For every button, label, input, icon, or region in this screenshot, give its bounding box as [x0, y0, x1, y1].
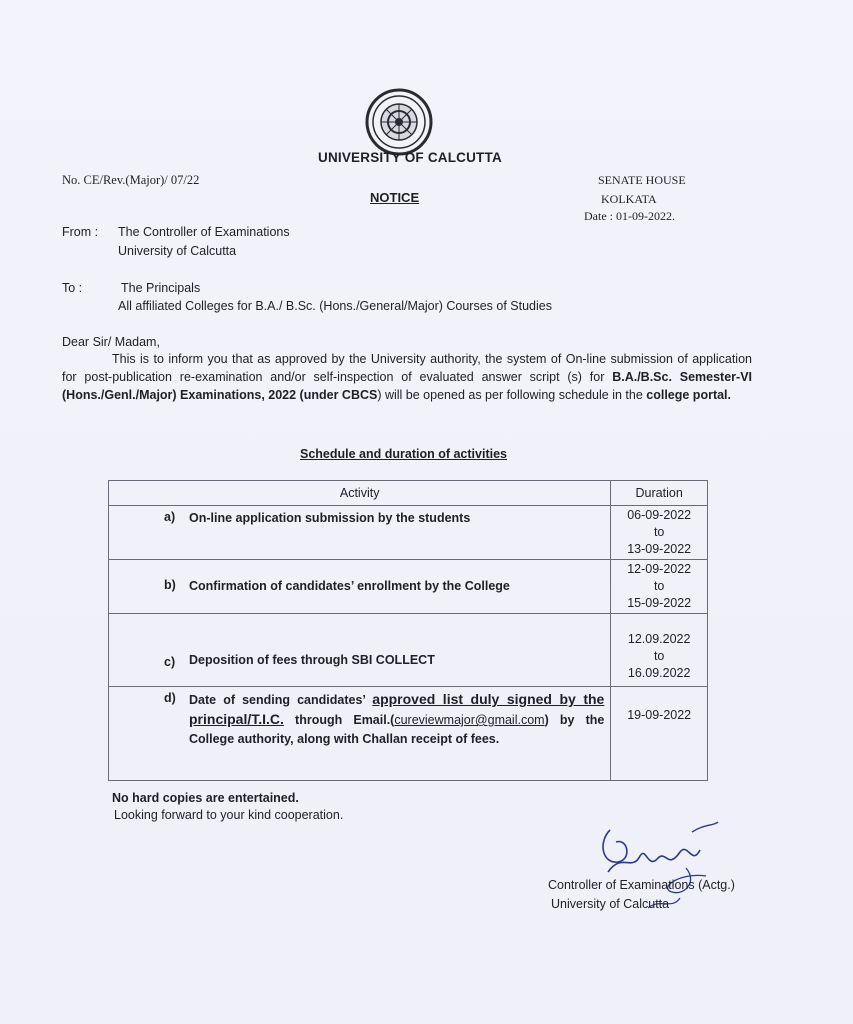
para-bold-1: B.A./B.Sc. Semester-VI (Hons./Genl./Major) Examinations, 2022 (under CBCS [62, 370, 753, 402]
duration-cell [611, 687, 708, 781]
activity-cell [109, 560, 611, 614]
duration-from: 06-09-2022 [627, 508, 692, 522]
body-paragraph [62, 350, 752, 404]
activity-text [189, 690, 610, 749]
activity-cell [109, 506, 611, 560]
notice-date: Date : 01-09-2022. [584, 209, 675, 223]
duration-from: 12-09-2022 [627, 562, 692, 576]
signatory-title: Controller of Examinations (Actg.) [548, 878, 735, 892]
table-row [109, 687, 708, 781]
duration-until: 15-09-2022 [627, 596, 692, 610]
notice-heading: NOTICE [370, 190, 420, 205]
row-letter: d) [164, 691, 176, 705]
table-header-row [109, 481, 708, 506]
activity-text: Confirmation of candidates’ enrollment by the College [189, 579, 510, 593]
to-line-2: All affiliated Colleges for B.A./ B.Sc. (Hons./General/Major) Courses of Studies [118, 299, 552, 313]
schedule-table [108, 480, 708, 781]
activity-cell [109, 614, 611, 687]
from-line-2: University of Calcutta [118, 244, 237, 258]
duration-to: to [653, 649, 665, 663]
duration-cell [611, 560, 708, 614]
header-activity: Activity [109, 481, 611, 506]
reference-number: No. CE/Rev.(Major)/ 07/22 [62, 173, 200, 187]
row-d-underlined: approved list duly signed by the principal/T.I.C. [189, 691, 605, 727]
duration-cell [611, 506, 708, 560]
duration-cell [611, 614, 708, 687]
row-letter: a) [164, 510, 176, 524]
salutation: Dear Sir/ Madam, [62, 335, 160, 349]
closing-line: Looking forward to your kind cooperation. [114, 808, 344, 822]
row-d-text-1: Date of sending candidates’ [189, 693, 373, 707]
header-duration: Duration [611, 481, 708, 506]
activity-cell [109, 687, 611, 781]
to-line-1: The Principals [121, 281, 201, 295]
table-row [109, 614, 708, 687]
duration-until: 16.09.2022 [627, 666, 691, 680]
table-row [109, 506, 708, 560]
from-line-1: The Controller of Examinations [118, 225, 290, 239]
no-hard-copies: No hard copies are entertained. [112, 791, 299, 805]
para-text-1: This is to inform you that as approved by the University authority, the system of On-line submission of application for post-publication re-examination and/or self-inspection of evaluated answer script (s) for [62, 352, 752, 384]
activity-text: Deposition of fees through SBI COLLECT [189, 653, 435, 667]
row-letter: c) [164, 655, 176, 669]
university-seal-icon [365, 88, 433, 156]
from-label: From : [62, 225, 99, 239]
to-label: To : [62, 281, 83, 295]
table-row [109, 560, 708, 614]
row-letter: b) [164, 578, 176, 592]
duration-to: to [653, 579, 665, 593]
activity-text: On-line application submission by the students [189, 511, 471, 525]
senate-house: SENATE HOUSE [598, 173, 686, 187]
university-name: UNIVERSITY OF CALCUTTA [318, 150, 502, 165]
row-d-text-3: ) by the College authority, along with Challan receipt of fees. [189, 713, 605, 746]
email-link[interactable]: cureviewmajor@gmail.com [394, 713, 545, 727]
duration-from: 12.09.2022 [627, 632, 691, 646]
city: KOLKATA [601, 192, 657, 206]
signatory-org: University of Calcutta [551, 897, 670, 911]
para-bold-2: college portal. [646, 388, 732, 402]
duration-until: 13-09-2022 [627, 542, 692, 556]
duration-to: to [653, 525, 665, 539]
duration-date: 19-09-2022 [627, 708, 692, 722]
para-text-2: ) will be opened as per following schedule in the [377, 388, 647, 402]
row-d-text-2: through Email.( [283, 713, 395, 727]
schedule-title: Schedule and duration of activities [300, 447, 507, 461]
